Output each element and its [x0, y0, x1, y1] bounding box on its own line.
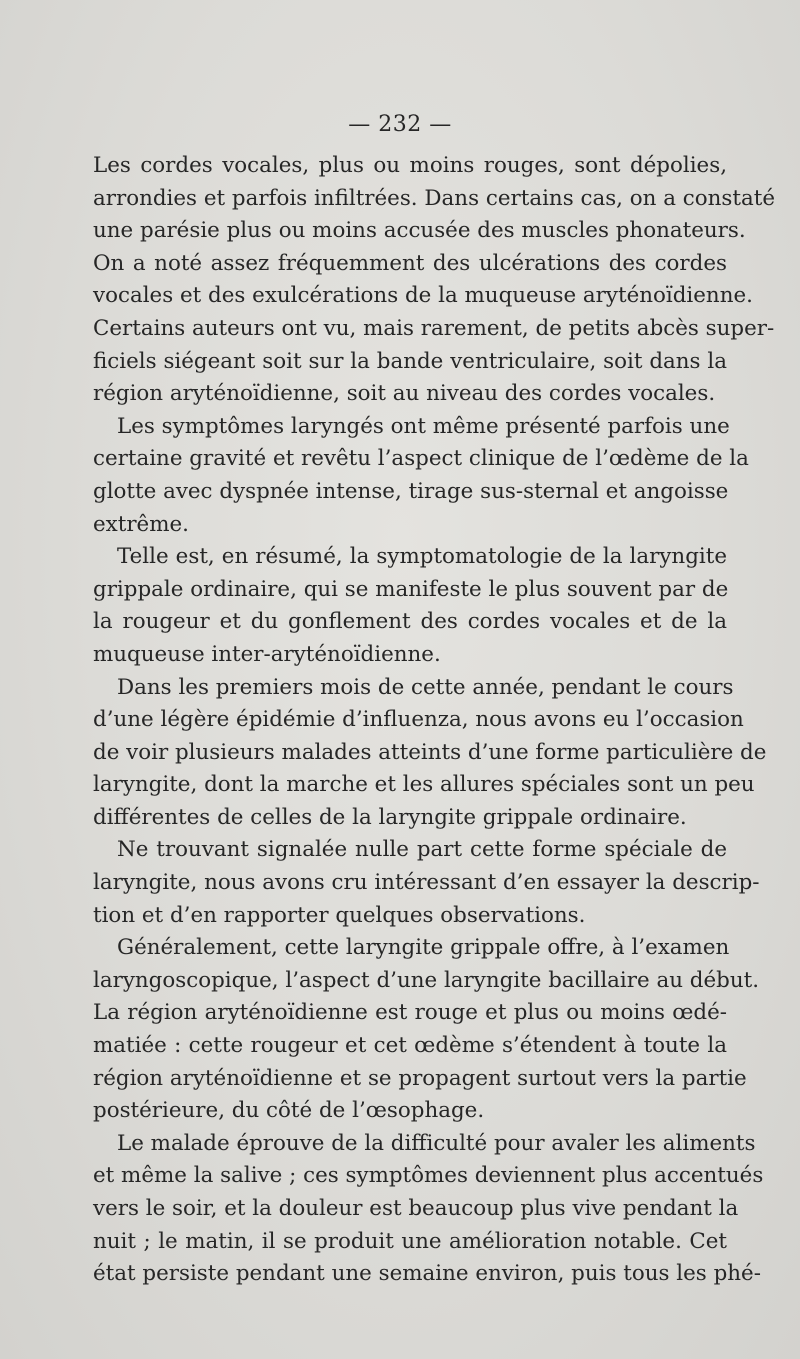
text-line: Certains auteurs ont vu, mais rarement, de petits abcès super-: [93, 315, 775, 341]
text-line: différentes de celles de la laryngite grippale ordinaire.: [93, 804, 687, 830]
text-line: grippale ordinaire, qui se manifeste le plus souvent par de: [93, 576, 729, 602]
text-line: région aryténoïdienne et se propagent surtout vers la partie: [93, 1065, 747, 1091]
text-line: matiée : cette rougeur et cet œdème s’étendent à toute la: [93, 1033, 727, 1059]
text-line: une parésie plus ou moins accusée des muscles phonateurs.: [93, 218, 746, 244]
text-line: ficiels siégeant soit sur la bande ventriculaire, soit dans la: [93, 348, 727, 374]
text-line: certaine gravité et revêtu l’aspect clinique de l’œdème de la: [93, 446, 749, 472]
text-line: et même la salive ; ces symptômes deviennent plus accentués: [93, 1163, 764, 1189]
text-line: tion et d’en rapporter quelques observations.: [93, 902, 586, 928]
text-line: nuit ; le matin, il se produit une amélioration notable. Cet: [93, 1228, 727, 1254]
text-line: vers le soir, et la douleur est beaucoup plus vive pendant la: [93, 1196, 739, 1221]
text-line: Généralement, cette laryngite grippale offre, à l’examen: [117, 935, 730, 961]
text-line: état persiste pendant une semaine environ, puis tous les phé-: [93, 1261, 761, 1287]
body-text: [93, 150, 776, 1291]
text-line: glotte avec dyspnée intense, tirage sus-sternal et angoisse: [93, 478, 729, 504]
text-line: région aryténoïdienne, soit au niveau des cordes vocales.: [93, 381, 716, 407]
text-line: Le malade éprouve de la difficulté pour avaler les aliments: [117, 1130, 756, 1156]
text-line: Les symptômes laryngés ont même présenté parfois une: [117, 413, 730, 439]
text-line: arrondies et parfois infiltrées. Dans certains cas, on a constaté: [93, 185, 776, 211]
text-line: Telle est, en résumé, la symptomatologie de la laryngite: [117, 544, 727, 570]
text-line: vocales et des exulcérations de la muqueuse aryténoïdienne.: [93, 283, 753, 309]
text-line: La région aryténoïdienne est rouge et plus ou moins œdé-: [93, 1000, 727, 1026]
text-line: laryngite, nous avons cru intéressant d’en essayer la descrip-: [93, 870, 760, 896]
text-line: laryngoscopique, l’aspect d’une laryngite bacillaire au début.: [93, 967, 759, 993]
text-line: Ne trouvant signalée nulle part cette forme spéciale de: [117, 837, 727, 863]
text-line: la rougeur et du gonflement des cordes vocales et de la: [93, 609, 727, 635]
text-line: Dans les premiers mois de cette année, pendant le cours: [117, 674, 734, 700]
text-line: On a noté assez fréquemment des ulcérations des cordes: [93, 250, 727, 276]
text-line: extrême.: [93, 511, 189, 537]
text-line: Les cordes vocales, plus ou moins rouges, sont dépolies,: [93, 153, 727, 178]
text-line: postérieure, du côté de l’œsophage.: [93, 1098, 485, 1124]
text-line: de voir plusieurs malades atteints d’une forme particulière de: [93, 739, 767, 765]
text-line: d’une légère épidémie d’influenza, nous avons eu l’occasion: [93, 707, 744, 733]
page-number: — 232 —: [348, 112, 452, 137]
text-line: muqueuse inter-aryténoïdienne.: [93, 641, 441, 667]
text-line: laryngite, dont la marche et les allures spéciales sont un peu: [93, 772, 755, 798]
